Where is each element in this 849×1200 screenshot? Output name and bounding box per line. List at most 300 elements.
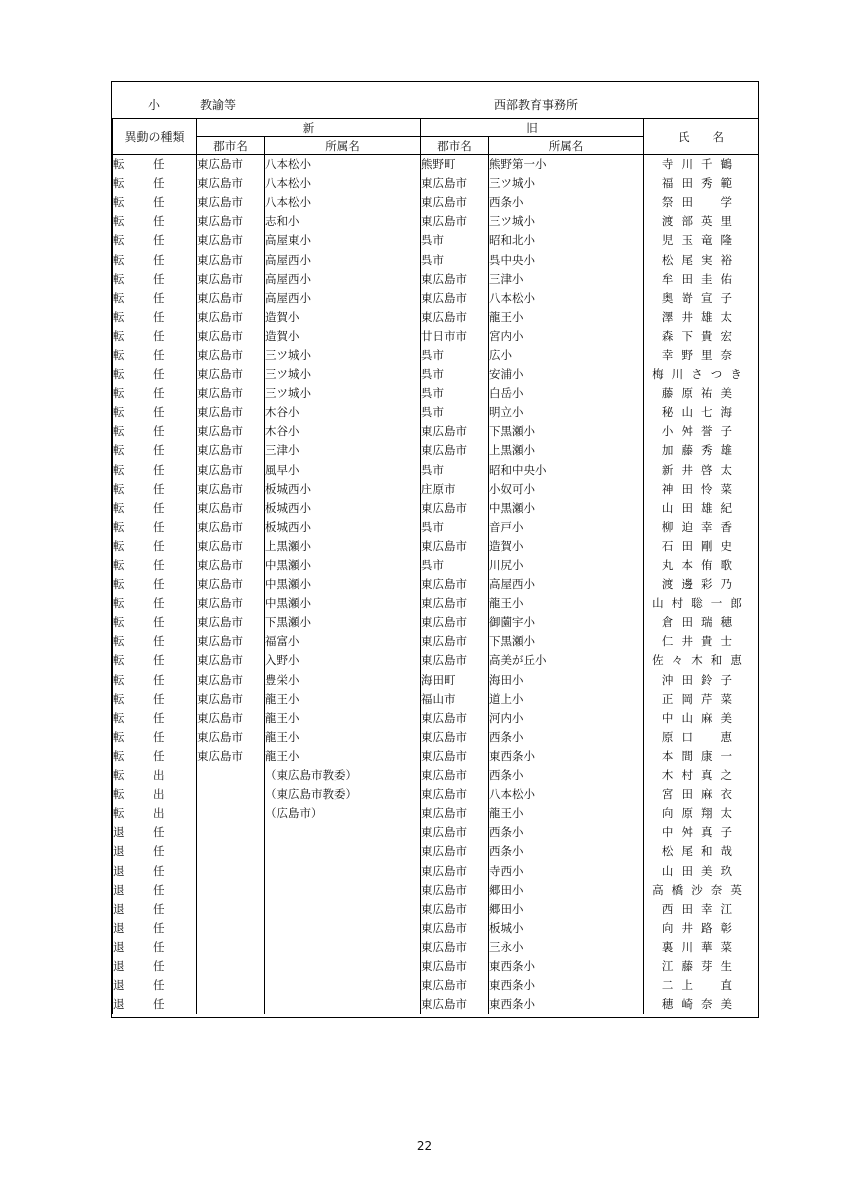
- old-school: 東西条小: [489, 995, 644, 1014]
- transfer-type-second: 任: [153, 997, 165, 1012]
- new-school: 三ツ城小: [265, 384, 421, 403]
- new-school: [265, 900, 421, 919]
- old-school: 安浦小: [489, 365, 644, 384]
- transfer-type: [113, 518, 197, 537]
- transfer-type-second: 任: [153, 500, 165, 515]
- person-name: 本間康一: [644, 747, 759, 766]
- transfer-type: [113, 690, 197, 709]
- transfer-type: [113, 308, 197, 327]
- old-school: 西条小: [489, 728, 644, 747]
- new-school: 龍王小: [265, 709, 421, 728]
- transfer-type-first: 転: [113, 481, 125, 496]
- transfer-type-second: 任: [153, 958, 165, 973]
- new-school: 八本松小: [265, 155, 421, 175]
- transfer-type-second: 任: [153, 596, 165, 611]
- old-city: 東広島市: [421, 499, 489, 518]
- old-city: 呉市: [421, 384, 489, 403]
- table-row: [113, 289, 759, 308]
- old-school: 広小: [489, 346, 644, 365]
- old-school: 明立小: [489, 403, 644, 422]
- old-school: 白岳小: [489, 384, 644, 403]
- new-city: [197, 804, 265, 823]
- person-name: 裏川華菜: [644, 938, 759, 957]
- old-city: 東広島市: [421, 919, 489, 938]
- transfer-type-first: 退: [113, 844, 125, 859]
- new-school: [265, 861, 421, 880]
- person-name: 森下貴宏: [644, 327, 759, 346]
- col-new-city: 郡市名: [197, 137, 265, 155]
- new-school: 下黒瀬小: [265, 613, 421, 632]
- person-name: 高橋沙奈英: [644, 881, 759, 900]
- new-school: 八本松小: [265, 174, 421, 193]
- table-row: [113, 250, 759, 269]
- new-school: 高屋西小: [265, 250, 421, 269]
- old-school: 高美が丘小: [489, 651, 644, 670]
- person-name: 幸野里奈: [644, 346, 759, 365]
- col-old-city: 郡市名: [421, 137, 489, 155]
- new-city: 東広島市: [197, 651, 265, 670]
- table-row: [113, 881, 759, 900]
- transfer-type: [113, 250, 197, 269]
- old-city: 東広島市: [421, 289, 489, 308]
- old-school: 龍王小: [489, 308, 644, 327]
- office-name: 西部教育事務所: [494, 98, 579, 112]
- table-row: [113, 747, 759, 766]
- transfer-type-first: 転: [113, 806, 125, 821]
- person-name: 新井啓太: [644, 461, 759, 480]
- new-city: 東広島市: [197, 709, 265, 728]
- transfer-type-first: 転: [113, 768, 125, 783]
- transfer-type: [113, 881, 197, 900]
- transfer-type: [113, 575, 197, 594]
- table-row: [113, 346, 759, 365]
- old-city: 東広島市: [421, 938, 489, 957]
- transfer-type-second: 任: [153, 978, 165, 993]
- table-row: [113, 995, 759, 1014]
- table-row: [113, 537, 759, 556]
- transfer-type-first: 転: [113, 748, 125, 763]
- person-name: 藤原祐美: [644, 384, 759, 403]
- transfer-type: [113, 461, 197, 480]
- old-city: 東広島市: [421, 881, 489, 900]
- person-name: 中舛真子: [644, 823, 759, 842]
- old-city: 福山市: [421, 690, 489, 709]
- transfer-type-first: 転: [113, 309, 125, 324]
- new-school: [265, 842, 421, 861]
- old-city: 海田町: [421, 671, 489, 690]
- transfer-type-first: 退: [113, 901, 125, 916]
- new-school: 中黒瀬小: [265, 575, 421, 594]
- transfer-type-first: 転: [113, 424, 125, 439]
- old-school: 八本松小: [489, 289, 644, 308]
- new-city: 東広島市: [197, 174, 265, 193]
- old-school: 道上小: [489, 690, 644, 709]
- table-row: [113, 518, 759, 537]
- old-city: 呉市: [421, 250, 489, 269]
- transfer-type-first: 転: [113, 519, 125, 534]
- transfer-type-second: 任: [153, 176, 165, 191]
- new-school: 豊栄小: [265, 671, 421, 690]
- transfer-type-second: 出: [153, 787, 165, 802]
- transfer-type-second: 任: [153, 271, 165, 286]
- new-city: 東広島市: [197, 231, 265, 250]
- table-row: [113, 594, 759, 613]
- transfer-type: [113, 537, 197, 556]
- transfer-type-first: 転: [113, 195, 125, 210]
- table-row: [113, 976, 759, 995]
- table-row: [113, 861, 759, 880]
- transfer-type-second: 任: [153, 462, 165, 477]
- transfer-type: [113, 919, 197, 938]
- table-row: [113, 308, 759, 327]
- transfer-type-second: 出: [153, 768, 165, 783]
- new-school: 三ツ城小: [265, 346, 421, 365]
- transfer-type-first: 転: [113, 233, 125, 248]
- transfer-type-first: 転: [113, 558, 125, 573]
- table-row: [113, 613, 759, 632]
- old-school: 西条小: [489, 823, 644, 842]
- table-row: [113, 422, 759, 441]
- new-city: [197, 881, 265, 900]
- new-school: [265, 995, 421, 1014]
- old-city: 東広島市: [421, 995, 489, 1014]
- transfer-type: [113, 365, 197, 384]
- table-row: [113, 384, 759, 403]
- transfer-type: [113, 632, 197, 651]
- new-city: 東広島市: [197, 747, 265, 766]
- old-city: 東広島市: [421, 766, 489, 785]
- old-school: 造賀小: [489, 537, 644, 556]
- transfer-type-first: 転: [113, 176, 125, 191]
- transfer-type-second: 任: [153, 577, 165, 592]
- transfer-type-first: 転: [113, 214, 125, 229]
- transfer-type-first: 転: [113, 672, 125, 687]
- new-city: 東広島市: [197, 250, 265, 269]
- transfer-type: [113, 747, 197, 766]
- old-city: 東広島市: [421, 747, 489, 766]
- new-city: [197, 842, 265, 861]
- table-row: [113, 480, 759, 499]
- transfer-type: [113, 613, 197, 632]
- old-school: 音戸小: [489, 518, 644, 537]
- new-school: 風早小: [265, 461, 421, 480]
- transfer-type-first: 転: [113, 157, 125, 172]
- new-school: [265, 976, 421, 995]
- transfer-type: [113, 766, 197, 785]
- old-city: 東広島市: [421, 728, 489, 747]
- transfer-type-second: 任: [153, 309, 165, 324]
- transfer-type-first: 転: [113, 405, 125, 420]
- new-city: 東広島市: [197, 556, 265, 575]
- old-school: 東西条小: [489, 747, 644, 766]
- new-city: 東広島市: [197, 499, 265, 518]
- transfer-type-first: 転: [113, 615, 125, 630]
- transfer-type-second: 任: [153, 233, 165, 248]
- old-school: 宮内小: [489, 327, 644, 346]
- transfer-type-second: 任: [153, 538, 165, 553]
- table-row: [113, 461, 759, 480]
- new-city: [197, 957, 265, 976]
- transfer-type: [113, 995, 197, 1014]
- table-row: [113, 212, 759, 231]
- old-school: 河内小: [489, 709, 644, 728]
- old-city: 呉市: [421, 403, 489, 422]
- new-school: 三津小: [265, 441, 421, 460]
- old-city: 庄原市: [421, 480, 489, 499]
- old-city: 東広島市: [421, 900, 489, 919]
- old-school: 海田小: [489, 671, 644, 690]
- old-city: 呉市: [421, 365, 489, 384]
- transfer-type-second: 任: [153, 615, 165, 630]
- old-school: 呉中央小: [489, 250, 644, 269]
- transfer-type-second: 任: [153, 653, 165, 668]
- person-name: 原口 恵: [644, 728, 759, 747]
- person-name: 松尾実裕: [644, 250, 759, 269]
- old-city: 東広島市: [421, 613, 489, 632]
- old-city: 東広島市: [421, 651, 489, 670]
- table-row: [113, 231, 759, 250]
- table-row: [113, 671, 759, 690]
- transfer-type-first: 退: [113, 978, 125, 993]
- transfer-type-second: 出: [153, 806, 165, 821]
- person-name: 福田秀範: [644, 174, 759, 193]
- table-row: [113, 804, 759, 823]
- transfer-type-second: 任: [153, 290, 165, 305]
- table-row: [113, 155, 759, 175]
- new-city: 東広島市: [197, 480, 265, 499]
- new-school: （広島市）: [265, 804, 421, 823]
- transfer-type: [113, 709, 197, 728]
- new-city: [197, 976, 265, 995]
- col-old-school: 所属名: [489, 137, 644, 155]
- new-school: [265, 919, 421, 938]
- transfer-type: [113, 384, 197, 403]
- transfer-type-second: 任: [153, 328, 165, 343]
- old-city: 東広島市: [421, 842, 489, 861]
- col-kind: 異動の種類: [113, 119, 197, 155]
- old-city: 東広島市: [421, 212, 489, 231]
- transfer-type: [113, 270, 197, 289]
- new-city: 東広島市: [197, 384, 265, 403]
- transfer-type-second: 任: [153, 844, 165, 859]
- new-school: 木谷小: [265, 403, 421, 422]
- transfer-type: [113, 900, 197, 919]
- transfer-type: [113, 422, 197, 441]
- old-school: 三永小: [489, 938, 644, 957]
- old-city: 呉市: [421, 346, 489, 365]
- school-level: 小: [148, 98, 161, 112]
- person-name: 向原翔太: [644, 804, 759, 823]
- transfer-type-second: 任: [153, 443, 165, 458]
- staff-category: 教諭等: [200, 98, 237, 112]
- transfer-type: [113, 842, 197, 861]
- new-city: 東広島市: [197, 327, 265, 346]
- table-row: [113, 785, 759, 804]
- old-city: 東広島市: [421, 861, 489, 880]
- old-school: 寺西小: [489, 861, 644, 880]
- new-school: 中黒瀬小: [265, 556, 421, 575]
- table-row: [113, 575, 759, 594]
- new-city: 東広島市: [197, 594, 265, 613]
- transfer-type-second: 任: [153, 214, 165, 229]
- new-city: [197, 861, 265, 880]
- old-city: 呉市: [421, 461, 489, 480]
- table-row: [113, 403, 759, 422]
- person-name: 小舛誉子: [644, 422, 759, 441]
- old-city: 東広島市: [421, 709, 489, 728]
- old-city: 東広島市: [421, 270, 489, 289]
- page-number: 22: [416, 1139, 433, 1153]
- new-school: [265, 881, 421, 900]
- new-school: 福富小: [265, 632, 421, 651]
- table-row: [113, 193, 759, 212]
- transfer-type-second: 任: [153, 748, 165, 763]
- person-name: 木村真之: [644, 766, 759, 785]
- person-name: 江藤芽生: [644, 957, 759, 976]
- transfer-type-first: 退: [113, 997, 125, 1012]
- table-row: [113, 365, 759, 384]
- transfer-type-second: 任: [153, 157, 165, 172]
- new-school: 中黒瀬小: [265, 594, 421, 613]
- old-city: 東広島市: [421, 308, 489, 327]
- person-name: 祭田 学: [644, 193, 759, 212]
- transfer-type-first: 転: [113, 367, 125, 382]
- new-school: [265, 938, 421, 957]
- transfer-type: [113, 594, 197, 613]
- transfer-type: [113, 174, 197, 193]
- old-school: 小奴可小: [489, 480, 644, 499]
- old-school: 西条小: [489, 193, 644, 212]
- table-row: [113, 709, 759, 728]
- transfer-type-first: 転: [113, 271, 125, 286]
- transfer-type: [113, 823, 197, 842]
- old-city: 廿日市市: [421, 327, 489, 346]
- new-city: 東広島市: [197, 518, 265, 537]
- old-city: 東広島市: [421, 441, 489, 460]
- transfer-type-second: 任: [153, 367, 165, 382]
- new-city: [197, 823, 265, 842]
- person-name: 神田怜菜: [644, 480, 759, 499]
- old-city: 東広島市: [421, 575, 489, 594]
- table-row: [113, 651, 759, 670]
- transfer-type-first: 転: [113, 443, 125, 458]
- transfer-type: [113, 289, 197, 308]
- old-city: 東広島市: [421, 193, 489, 212]
- new-city: 東広島市: [197, 671, 265, 690]
- old-city: 東広島市: [421, 537, 489, 556]
- table-row: [113, 900, 759, 919]
- new-city: 東広島市: [197, 308, 265, 327]
- new-school: 造賀小: [265, 327, 421, 346]
- old-city: 東広島市: [421, 174, 489, 193]
- table-row: [113, 957, 759, 976]
- transfer-type: [113, 346, 197, 365]
- new-school: 板城西小: [265, 518, 421, 537]
- transfer-type-first: 退: [113, 920, 125, 935]
- transfer-type-first: 退: [113, 958, 125, 973]
- transfer-type-first: 転: [113, 347, 125, 362]
- col-old: 旧: [421, 119, 644, 137]
- col-name: 氏 名: [644, 119, 759, 155]
- new-city: 東広島市: [197, 212, 265, 231]
- new-school: 造賀小: [265, 308, 421, 327]
- old-city: 呉市: [421, 518, 489, 537]
- table-row: [113, 690, 759, 709]
- transfer-type-first: 転: [113, 386, 125, 401]
- new-school: 龍王小: [265, 728, 421, 747]
- transfer-type: [113, 651, 197, 670]
- old-city: 東広島市: [421, 594, 489, 613]
- old-school: 下黒瀬小: [489, 422, 644, 441]
- person-name: 牟田圭佑: [644, 270, 759, 289]
- transfer-type-first: 転: [113, 500, 125, 515]
- person-name: 仁井貴士: [644, 632, 759, 651]
- person-name: 丸本侑歌: [644, 556, 759, 575]
- new-city: 東広島市: [197, 270, 265, 289]
- person-name: 寺川千鶴: [644, 155, 759, 175]
- transfer-type-second: 任: [153, 691, 165, 706]
- table-row: [113, 823, 759, 842]
- person-name: 倉田瑞穂: [644, 613, 759, 632]
- new-city: 東広島市: [197, 441, 265, 460]
- old-city: 呉市: [421, 556, 489, 575]
- transfer-type-second: 任: [153, 424, 165, 439]
- old-city: 東広島市: [421, 976, 489, 995]
- transfer-type-second: 任: [153, 519, 165, 534]
- new-city: 東広島市: [197, 289, 265, 308]
- old-school: 上黒瀬小: [489, 441, 644, 460]
- transfer-type-first: 転: [113, 252, 125, 267]
- new-school: 高屋西小: [265, 289, 421, 308]
- transfer-type: [113, 212, 197, 231]
- old-school: 西条小: [489, 842, 644, 861]
- transfer-type: [113, 671, 197, 690]
- transfer-type-first: 退: [113, 863, 125, 878]
- new-school: [265, 823, 421, 842]
- new-city: [197, 938, 265, 957]
- transfer-type-second: 任: [153, 558, 165, 573]
- old-school: 東西条小: [489, 976, 644, 995]
- new-school: 龍王小: [265, 690, 421, 709]
- person-name: 佐々木和恵: [644, 651, 759, 670]
- transfer-type: [113, 193, 197, 212]
- person-name: 秘山七海: [644, 403, 759, 422]
- old-school: 下黒瀬小: [489, 632, 644, 651]
- transfer-type-second: 任: [153, 863, 165, 878]
- person-name: 中山麻美: [644, 709, 759, 728]
- table-header-band: [112, 82, 758, 119]
- old-city: 東広島市: [421, 785, 489, 804]
- old-city: 東広島市: [421, 422, 489, 441]
- transfer-type: [113, 938, 197, 957]
- old-school: 板城小: [489, 919, 644, 938]
- transfer-type-second: 任: [153, 252, 165, 267]
- old-city: 東広島市: [421, 632, 489, 651]
- col-new-school: 所属名: [265, 137, 421, 155]
- table-row: [113, 556, 759, 575]
- new-city: 東広島市: [197, 613, 265, 632]
- table-row: [113, 499, 759, 518]
- old-school: 三ツ城小: [489, 174, 644, 193]
- new-school: 高屋西小: [265, 270, 421, 289]
- transfer-type: [113, 785, 197, 804]
- table-row: [113, 327, 759, 346]
- new-school: 木谷小: [265, 422, 421, 441]
- person-name: 宮田麻衣: [644, 785, 759, 804]
- old-school: 高屋西小: [489, 575, 644, 594]
- transfer-type: [113, 804, 197, 823]
- new-school: 龍王小: [265, 747, 421, 766]
